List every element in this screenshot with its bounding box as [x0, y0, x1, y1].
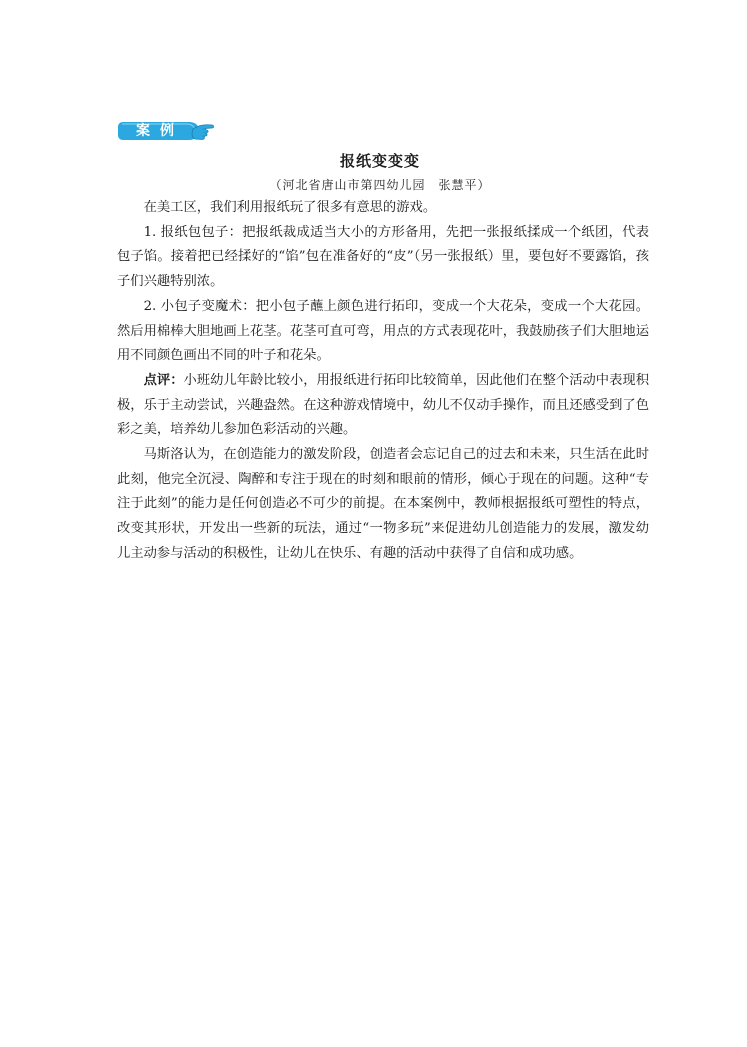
article-author: （河北省唐山市第四幼儿园 张慧平）: [269, 178, 491, 192]
paragraph-step-2: 2. 小包子变魔术：把小包子蘸上颜色进行拓印，变成一个大花朵，变成一个大花园。然后用棉棒大胆地画上花茎。花茎可直可弯，用点的方式表现花叶，我鼓励孩子们大胆地运用不同颜色画出不同的叶子和花朵。: [117, 298, 649, 364]
case-badge: [117, 120, 215, 142]
badge-label: 案例: [136, 123, 184, 139]
comment-paragraph: [117, 369, 649, 443]
comment-label: 点评：: [143, 372, 184, 388]
comment-text: 小班幼儿年龄比较小，用报纸进行拓印比较简单，因此他们在整个活动中表现积极，乐于主动尝试，兴趣盎然。在这种游戏情境中，幼儿不仅动手操作，而且还感受到了色彩之美，培养幼儿参加色彩活动的兴趣。: [117, 372, 650, 438]
article-title: 报纸变变变: [339, 152, 420, 170]
paragraph-intro: 在美工区，我们利用报纸玩了很多有意思的游戏。: [143, 200, 437, 215]
paragraph-step-1: 1. 报纸包包子：把报纸裁成适当大小的方形备用，先把一张报纸揉成一个纸团，代表包子馅。接着把已经揉好的“馅”包在准备好的“皮”（另一张报纸）里，要包好不要露馅，孩子们兴趣特别浓。: [117, 224, 649, 290]
article-body: [117, 196, 649, 567]
paragraph-closing: 马斯洛认为，在创造能力的激发阶段，创造者会忘记自己的过去和未来，只生活在此时此刻，他完全沉浸、陶醉和专注于现在的时刻和眼前的情形，倾心于现在的问题。这种“专注于此刻”的能力是任何创造必不可少的前提。在本案例中，教师根据报纸可塑性的特点，改变其形状，开发出一些新的玩法，通过“一物多玩”来促进幼儿创造能力的发展，激发幼儿主动参与活动的积极性，让幼儿在快乐、有趣的活动中获得了自信和成功感。: [117, 447, 649, 561]
